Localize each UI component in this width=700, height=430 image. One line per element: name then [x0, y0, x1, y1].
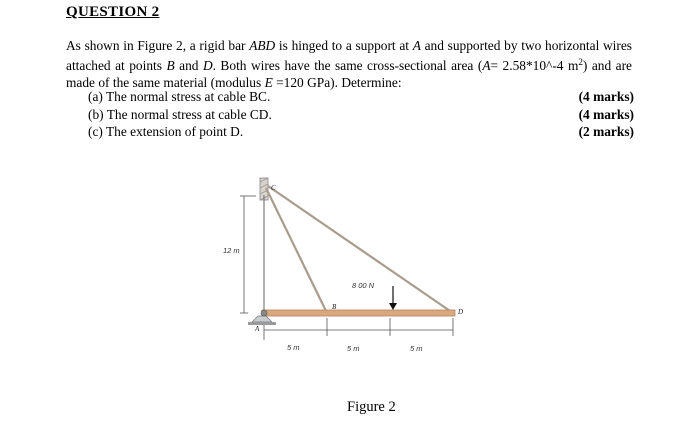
- load-label: 8 00 N: [352, 281, 375, 290]
- span-dimension: [264, 318, 453, 340]
- question-heading: QUESTION 2: [66, 4, 160, 20]
- point-c-label: C: [271, 184, 276, 192]
- problem-statement: As shown in Figure 2, a rigid bar ABD is hinged to a support at A and supported by two horizontal wires attached at points B and D. Both wires have the same cross-sectional area (A= 2.58*10^-4 $m^2$) and are made of the same material (modulus E =120 GPa). Determine:: [66, 38, 632, 90]
- height-dimension: [240, 196, 256, 313]
- figure-caption: Figure 2: [347, 399, 396, 415]
- height-label: 12 m: [223, 246, 240, 255]
- span-label: 5 m: [347, 344, 360, 353]
- rigid-bar-abd: [262, 310, 455, 316]
- point-d-label: D: [458, 308, 464, 316]
- load-arrow: [389, 286, 397, 310]
- part-marks: (2 marks): [578, 124, 634, 139]
- part-marks: (4 marks): [578, 106, 634, 122]
- span-label: 5 m: [410, 344, 423, 353]
- part-marks: (4 marks): [578, 89, 634, 104]
- point-a-label: A: [255, 325, 260, 333]
- point-b-label: B: [332, 303, 337, 311]
- part-label: (b) The normal stress at cable CD.: [88, 106, 272, 122]
- part-label: (a) The normal stress at cable BC.: [88, 89, 271, 104]
- span-label: 5 m: [287, 343, 300, 352]
- part-label: (c) The extension of point D.: [88, 124, 244, 139]
